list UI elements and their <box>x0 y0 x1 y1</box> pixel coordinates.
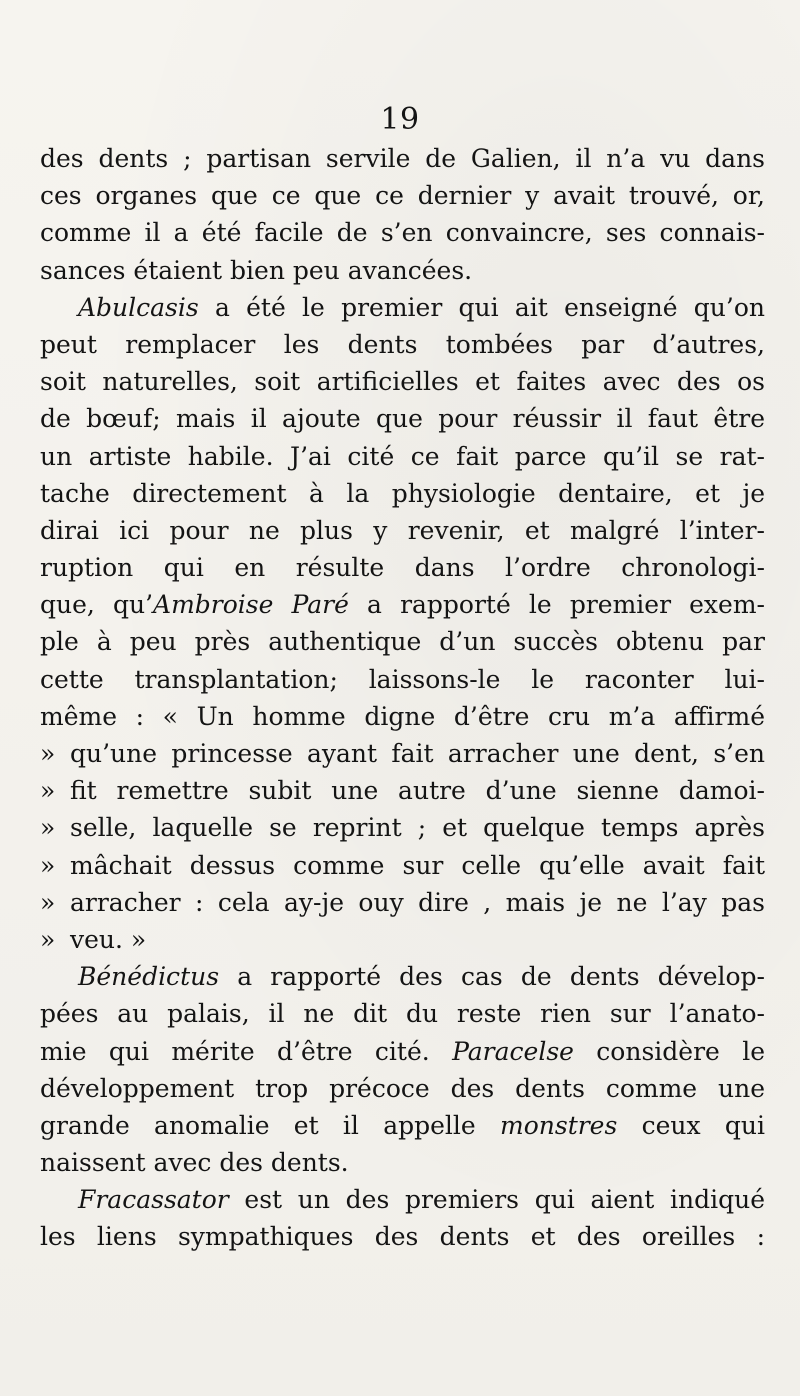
text-segment: tache directement à la physiologie dentaire, et je <box>40 478 765 508</box>
text-line <box>40 1033 765 1070</box>
text-line <box>40 1181 765 1218</box>
text-line <box>40 847 765 884</box>
text-segment: sances étaient bien peu avancées. <box>40 255 473 285</box>
quotation-mark: » <box>40 850 56 880</box>
text-segment: pées au palais, il ne dit du reste rien sur l’anato- <box>40 999 765 1029</box>
text-line <box>40 549 765 586</box>
text-line <box>40 177 765 214</box>
text-segment: que, qu’ <box>40 590 154 620</box>
text-segment: cette transplantation; laissons-le le raconter lui- <box>40 664 765 694</box>
text-segment: peut remplacer les dents tombées par d’autres, <box>40 329 765 359</box>
quotation-mark: » <box>40 887 56 917</box>
text-segment: selle, laquelle se reprint ; et quelque temps après <box>70 813 765 843</box>
text-segment: mâchait dessus comme sur celle qu’elle avait fait <box>70 850 765 880</box>
text-line <box>40 400 765 437</box>
text-line <box>40 1218 765 1255</box>
text-segment: a rapporté le premier exem- <box>348 590 765 620</box>
quotation-mark: » <box>40 776 56 806</box>
page-body-text <box>40 140 765 1256</box>
text-segment: ple à peu près authentique d’un succès obtenu par <box>40 627 765 657</box>
text-segment: ces organes que ce que ce dernier y avait trouvé, or, <box>40 181 765 211</box>
text-segment: mie qui mérite d’être cité. <box>40 1036 453 1066</box>
text-line <box>40 735 765 772</box>
text-segment: grande anomalie et il appelle <box>40 1110 500 1140</box>
italic-name: Bénédictus <box>78 962 220 992</box>
text-segment: des dents ; partisan servile de Galien, il n’a vu dans <box>40 144 765 173</box>
text-segment: les liens sympathiques des dents et des oreilles : <box>40 1222 765 1252</box>
text-line <box>40 252 765 289</box>
text-line <box>40 140 765 177</box>
quotation-mark: » <box>40 739 56 768</box>
text-segment: a été le premier qui ait enseigné qu’on <box>198 292 765 322</box>
quotation-mark: » <box>40 813 56 843</box>
text-segment: fit remettre subit une autre d’une sienne damoi- <box>70 776 765 806</box>
quotation-mark: » <box>40 924 56 954</box>
text-line <box>40 661 765 698</box>
text-line <box>40 586 765 623</box>
text-line <box>40 623 765 660</box>
text-segment: est un des premiers qui aient indiqué <box>228 1185 765 1215</box>
text-segment: de bœuf; mais il ajoute que pour réussir il faut être <box>40 404 765 434</box>
italic-name: Paracelse <box>452 1036 574 1066</box>
text-segment: arracher : cela ay-je ouy dire , mais je ne l’ay pas <box>70 887 765 917</box>
text-line <box>40 772 765 809</box>
text-segment: comme il a été facile de s’en convaincre, ses connais- <box>40 218 765 248</box>
text-segment: dirai ici pour ne plus y revenir, et malgré l’inter- <box>40 515 765 545</box>
text-line <box>40 289 765 326</box>
text-segment: un artiste habile. J’ai cité ce fait parce qu’il se rat- <box>40 441 765 471</box>
text-line <box>40 438 765 475</box>
text-line <box>40 475 765 512</box>
text-line <box>40 214 765 251</box>
text-line <box>40 809 765 846</box>
italic-name: Ambroise Paré <box>153 590 349 620</box>
page-number: 19 <box>380 102 420 137</box>
text-line <box>40 1144 765 1181</box>
text-segment: soit naturelles, soit artificielles et faites avec des os <box>40 367 765 397</box>
text-line <box>40 326 765 363</box>
text-line <box>40 1107 765 1144</box>
text-line <box>40 921 765 958</box>
text-line <box>40 698 765 735</box>
text-line <box>40 363 765 400</box>
text-segment: qu’une princesse ayant fait arracher une dent, s’en <box>70 739 765 768</box>
text-line <box>40 995 765 1032</box>
italic-name: monstres <box>500 1110 618 1140</box>
text-segment: ceux qui <box>617 1110 765 1140</box>
text-line <box>40 958 765 995</box>
text-segment: considère le <box>573 1036 765 1066</box>
text-segment: même : « Un homme digne d’être cru m’a affirmé <box>40 701 765 731</box>
text-line <box>40 1070 765 1107</box>
text-segment: naissent avec des dents. <box>40 1148 349 1178</box>
text-line <box>40 512 765 549</box>
text-segment: veu. » <box>70 924 147 954</box>
text-segment: développement trop précoce des dents comme une <box>40 1073 765 1103</box>
text-segment: ruption qui en résulte dans l’ordre chronologi- <box>40 553 765 583</box>
italic-name: Fracassator <box>78 1185 229 1215</box>
italic-name: Abulcasis <box>78 292 199 322</box>
text-segment: a rapporté des cas de dents dévelop- <box>219 962 765 992</box>
text-line <box>40 884 765 921</box>
